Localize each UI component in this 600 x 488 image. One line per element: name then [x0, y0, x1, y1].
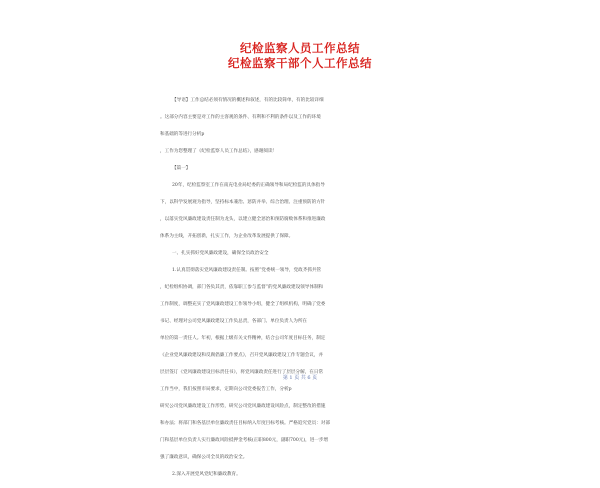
body-line: 《企业党风廉政建设和反腐倡廉工作要点》，召开党风廉政建设工作专题会议，并 [160, 352, 324, 358]
body-line: 2.深入开展党风党纪和廉政教育。 [172, 471, 241, 477]
section-heading: 一、扎实抓好党风廉政建设，确保全员政治安全 [172, 250, 269, 256]
section-heading: 【篇一】 [172, 165, 191, 171]
body-line: 1.认真贯彻落实党风廉政建设责任制。按照“党委统一领导，党政齐抓共管 [172, 267, 322, 273]
body-line: 单位的第一责任人。年初，根据上级有关文件精神，结合公司年度目标任务，制定 [160, 335, 326, 341]
body-line: 。这部分内容主要是对工作的主客观的条件、有利和不利的条件以及工作的环境 [160, 114, 321, 120]
body-line: 体系为主线，开拓创新，扎实工作，为企业改革发展提供了保障。 [160, 233, 294, 239]
body-line: 和办法；将部门和各基层单位廉政责任目标纳入年度目标考核。严格追究党员：对部 [160, 420, 330, 426]
body-line: 和基础的等进行分析p [160, 131, 205, 137]
body-line: ，工作为您整理了《纪检监察人员工作总结》，感谢阅读！ [160, 148, 278, 154]
body-line: ，纪检组织协调，部门各负其责，依靠职工参与监督”的党风廉政建设领导体制和 [160, 284, 324, 290]
body-line: 工作制度，调整充实了党风廉政建设工作领导小组，健全了组织机构，明确了党委 [160, 301, 326, 307]
body-line: 研究公司党风廉政建设工作形势，研究公司党风廉政建设风险点，制定整改的措施 [160, 403, 326, 409]
body-line: ，以落实党风廉政建设责任制为龙头，以建立健全惩治和预防腐败体系和推进廉政 [160, 216, 326, 222]
body-line: 【导语】工作总结必须有情况的概述和叙述，有的比较简单，有的比较详细 [172, 97, 324, 103]
body-line: 工作当中，我们按照市局要求，定期向公司党委报告工作，分析p [160, 386, 292, 392]
body-line: 20年，纪检监察室工作在南充电业局纪委的正确领导和局纪检监的具体指导 [172, 182, 325, 188]
document-body [160, 88, 444, 488]
body-line: 书记、经理对公司党风廉政建设工作负总责，各部门、单位负责人为所在 [160, 318, 308, 324]
body-line: 下，以科学发展观为指导，坚持标本兼治、惩防并举、综合治理、注重预防的方针 [160, 199, 326, 205]
document-subtitle: 纪检监察干部个人工作总结 [228, 56, 372, 70]
body-line: 强了廉政意识，确保公司全员的政治安全。 [160, 454, 248, 460]
document-title: 纪检监察人员工作总结 [240, 41, 360, 55]
page-footer: 第 1 页 共 6 页 [282, 375, 318, 381]
body-line: 门和基层单位负责人实行廉政风险抵押金考核(正职800元，副职700元)，进一步增 [160, 437, 329, 443]
body-line: 层层签订《党风廉政建设目标责任书》，将党风廉政责任进行了层层分解，在日常 [160, 369, 324, 375]
